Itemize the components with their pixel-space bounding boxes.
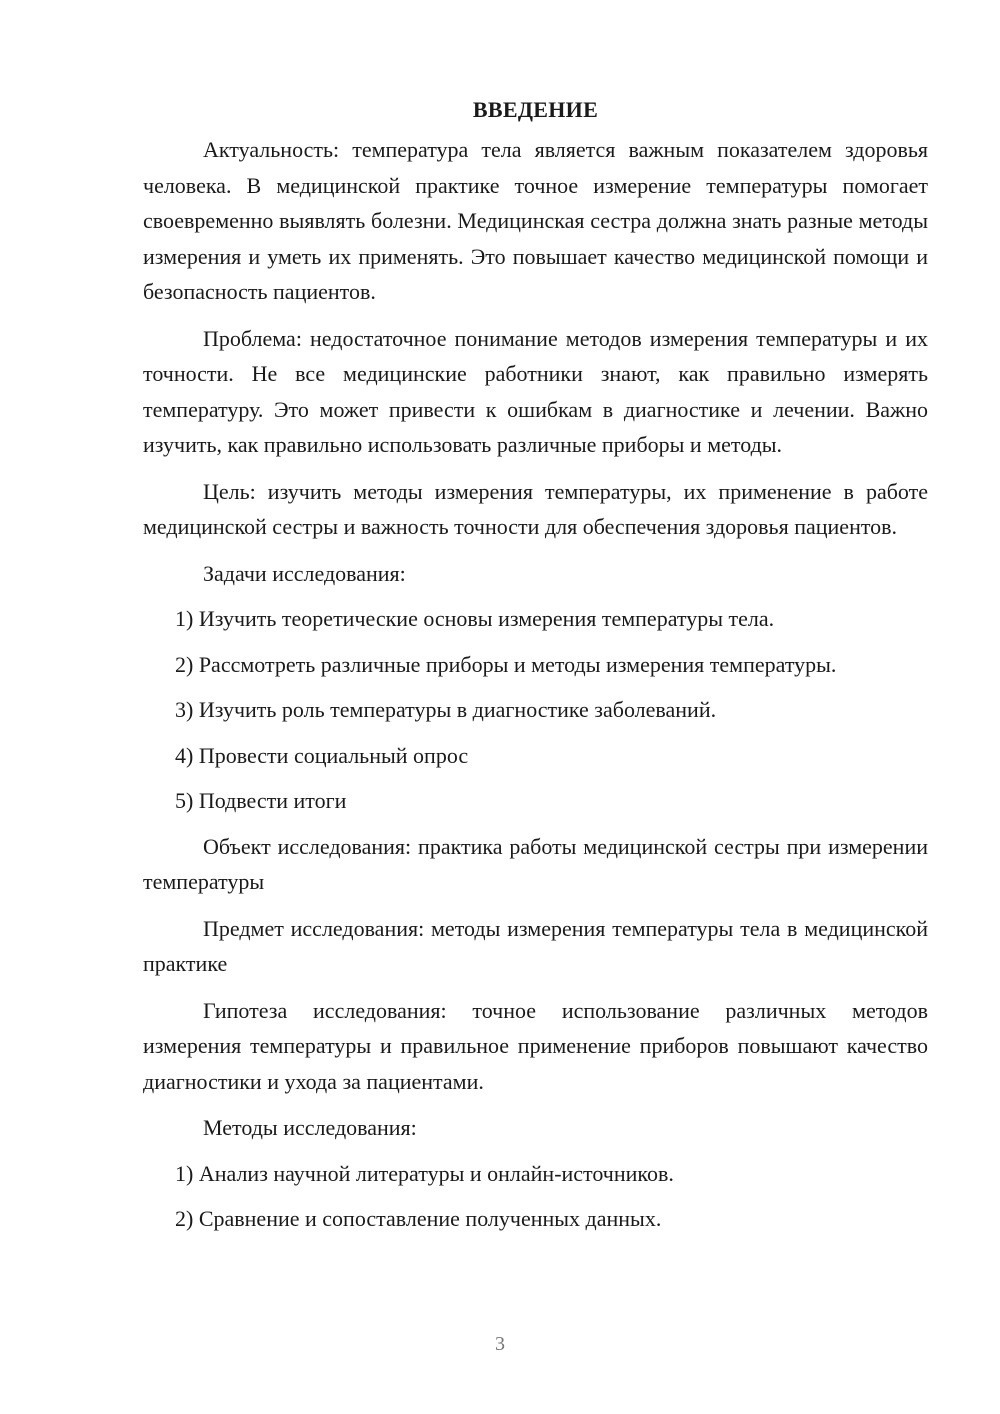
task-item-4: 4) Провести социальный опрос (175, 742, 469, 768)
subject-paragraph: Предмет исследования: методы измерения температуры тела в медицинской практике (143, 915, 928, 976)
task-item-5: 5) Подвести итоги (175, 788, 347, 813)
section-heading: ВВЕДЕНИЕ (472, 97, 599, 122)
tasks-label: Задачи исследования: (203, 560, 406, 586)
document-page (143, 92, 928, 1247)
task-item-1: 1) Изучить теоретические основы измерения температуры тела. (175, 606, 775, 631)
goal-paragraph: Цель: изучить методы измерения температуры, их применение в работе медицинской сестры и важность точности для обеспечения здоровья пациентов. (143, 478, 928, 539)
page-number: 3 (495, 1333, 505, 1355)
relevance-paragraph: Актуальность: температура тела является важным показателем здоровья человека. В медицинской практике точное измерение температуры помогает своевременно выявлять болезни. Медицинская сестра должна знать разные методы измерения и уметь их применять. Это повышает качество медицинской помощи и безопасность пациентов. (143, 137, 928, 304)
methods-label: Методы исследования: (203, 1115, 417, 1140)
task-item-2: 2) Рассмотреть различные приборы и методы измерения температуры. (175, 651, 837, 677)
method-item-1: 1) Анализ научной литературы и онлайн-источников. (175, 1160, 674, 1186)
task-item-3: 3) Изучить роль температуры в диагностике заболеваний. (175, 697, 717, 722)
method-item-2: 2) Сравнение и сопоставление полученных данных. (175, 1206, 662, 1231)
problem-paragraph: Проблема: недостаточное понимание методов измерения температуры и их точности. Не все медицинские работники знают, как правильно измерять температуру. Это может привести к ошибкам в диагностике и лечении. Важно изучить, как правильно использовать различные приборы и методы. (143, 325, 928, 457)
hypothesis-paragraph: Гипотеза исследования: точное использование различных методов измерения температуры и правильное применение приборов повышают качество диагностики и ухода за пациентами. (143, 997, 928, 1094)
object-paragraph: Объект исследования: практика работы медицинской сестры при измерении температуры (143, 833, 928, 894)
